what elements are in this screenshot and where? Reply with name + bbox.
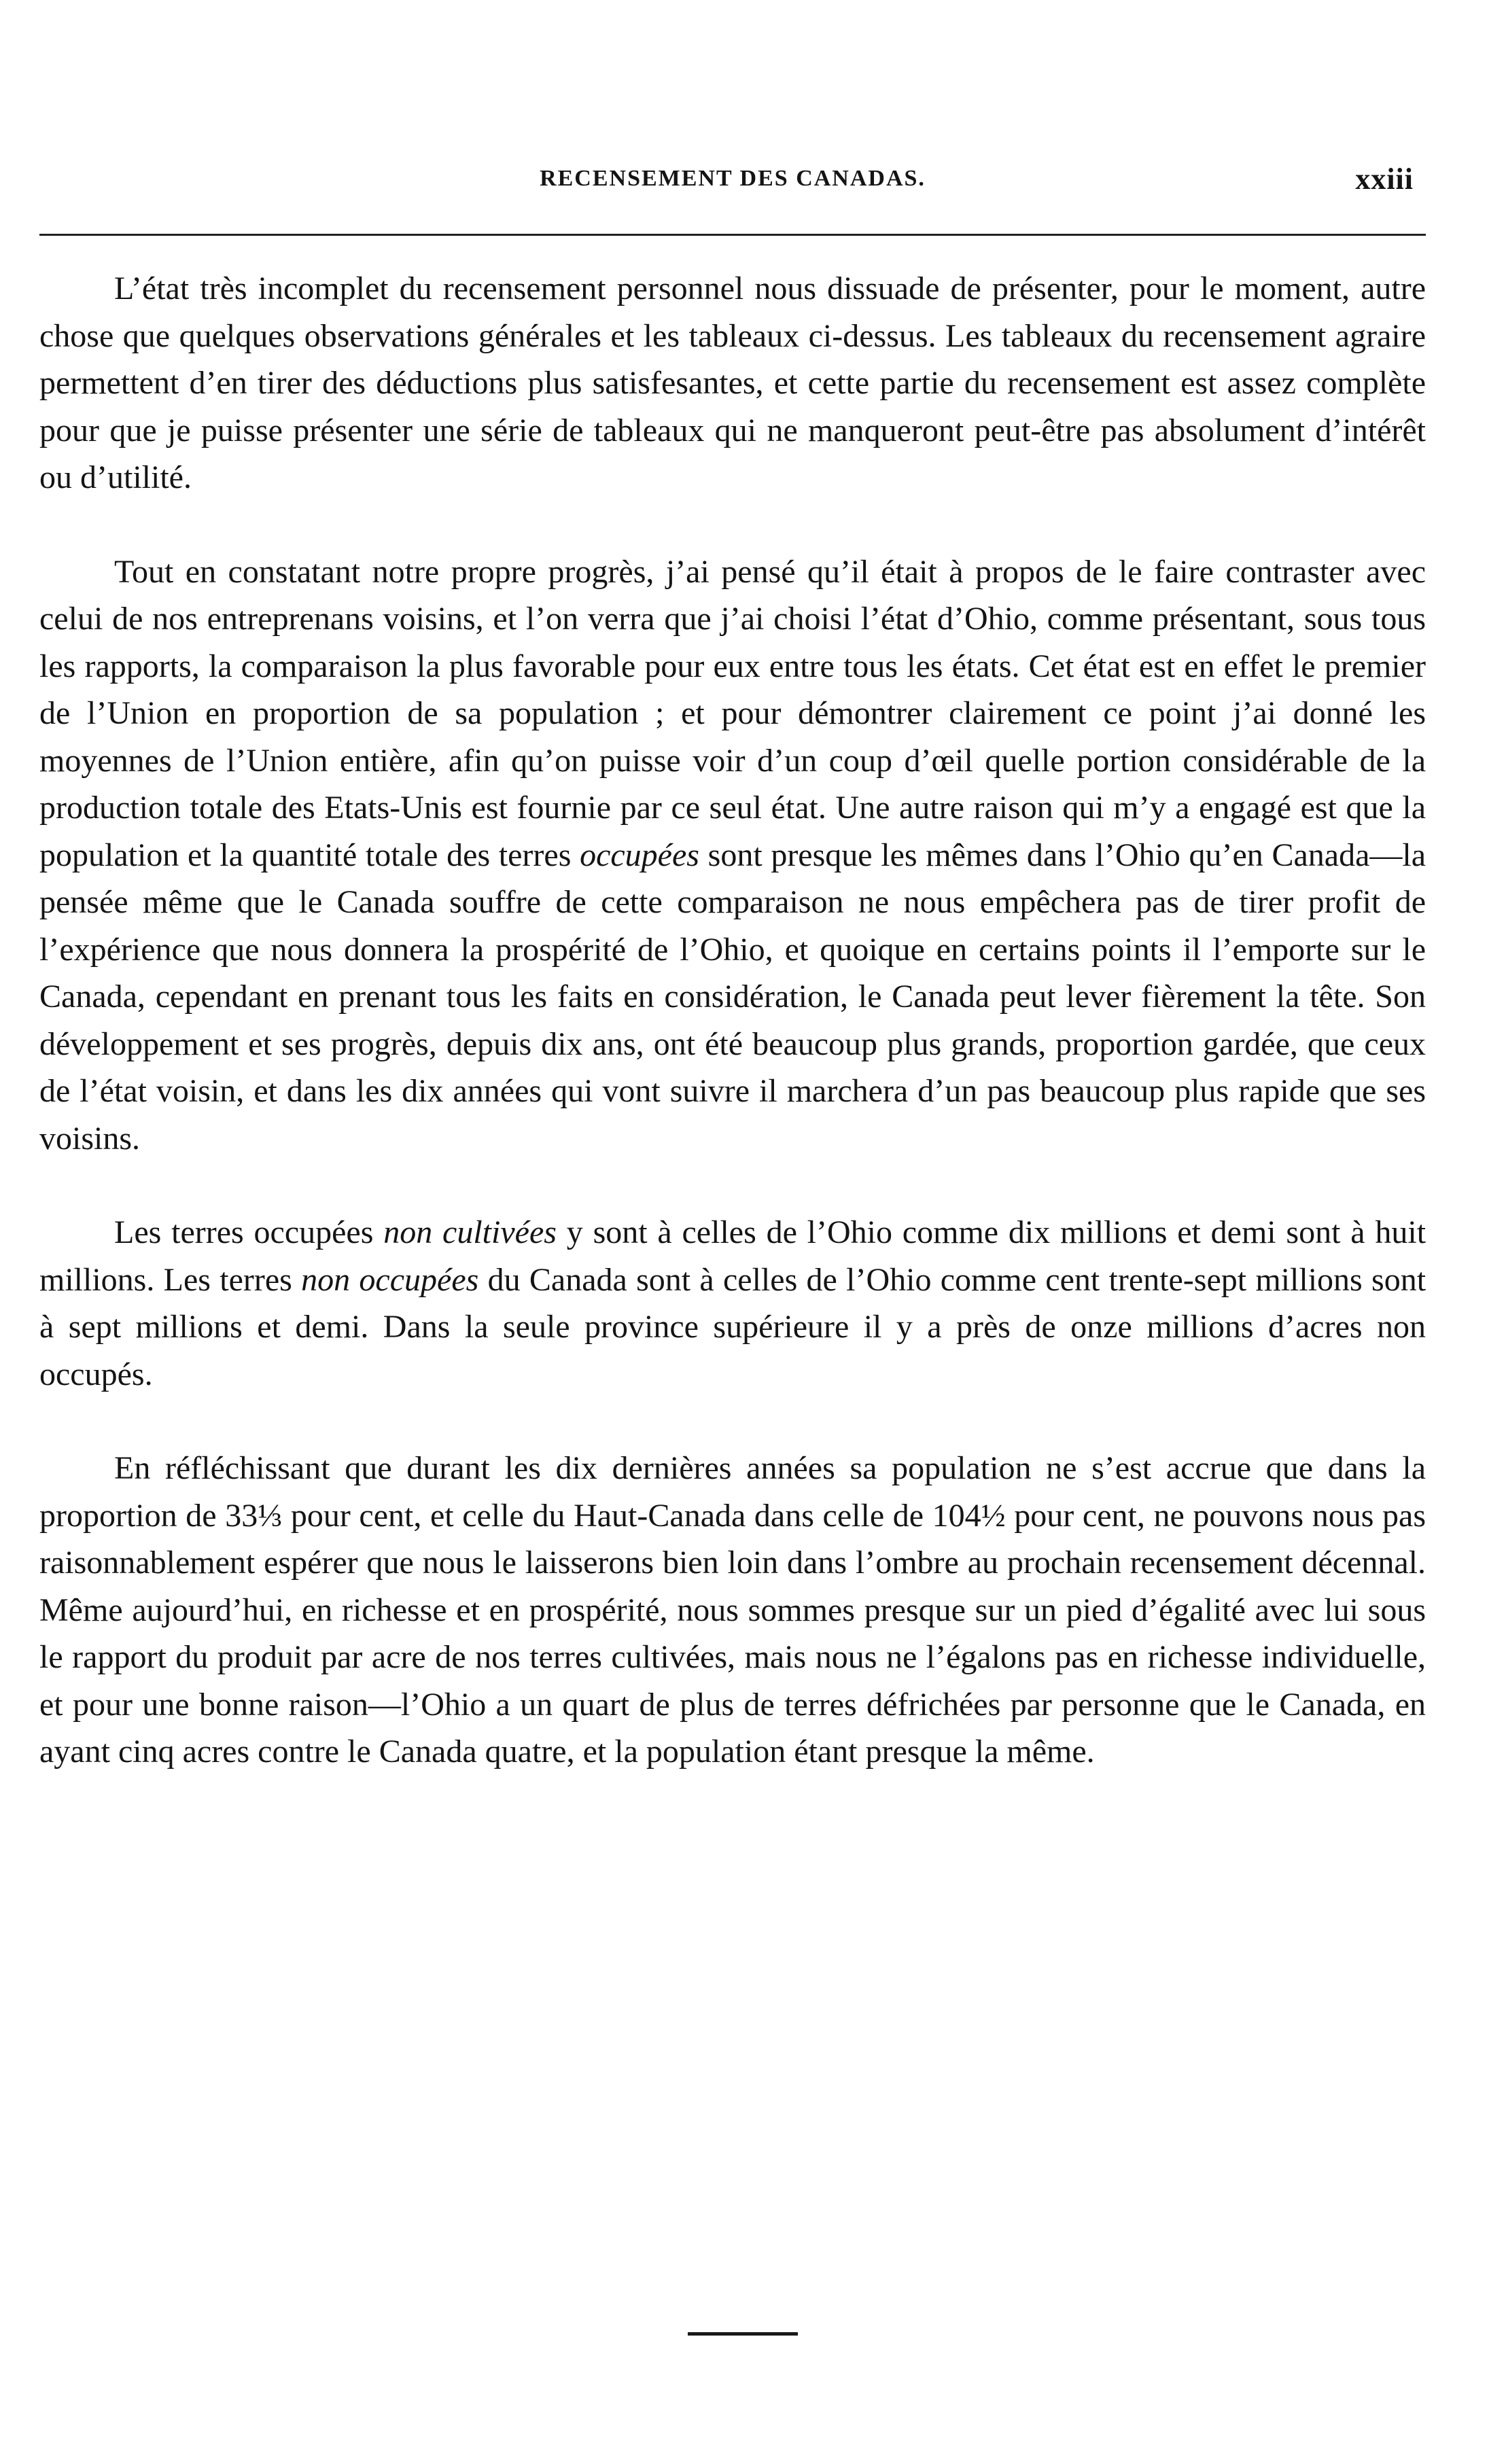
page-number: xxiii — [1355, 162, 1414, 196]
end-rule — [688, 2332, 798, 2336]
body-text — [39, 265, 1426, 1776]
paragraph-2-italic-a: occupées — [580, 837, 699, 873]
paragraph-2 — [39, 548, 1426, 1163]
paragraph-4 — [39, 1445, 1426, 1776]
paragraph-1-text: L’état très incomplet du recensement personnel nous dissuade de présenter, pour le moment, autre chose que quelques observations générales et les tableaux ci-dessus. Les tableaux du recensement agraire permettent d’en tirer des déductions plus satisfesantes, et cette partie du recensement est assez complète pour que je puisse présenter une série de tableaux qui ne manqueront peut-être pas absolument d’intérêt ou d’utilité. — [39, 270, 1426, 495]
paragraph-3-text-c: du Canada sont à celles de l’Ohio comme cent trente-sept millions sont à sept millions et demi. Dans la seule province supérieure il y a près de onze millions d’acres non occupés. — [39, 1261, 1426, 1392]
header-rule — [39, 234, 1426, 236]
running-head — [39, 162, 1426, 203]
paragraph-3-italic-b: non occupées — [301, 1261, 479, 1298]
paragraph-3-text-a: Les terres occupées — [114, 1214, 374, 1250]
running-title: RECENSEMENT DES CANADAS. — [540, 166, 926, 191]
paragraph-3 — [39, 1209, 1426, 1398]
paragraph-4-text: En réfléchissant que durant les dix dernières années sa population ne s’est accrue que dans la proportion de 33⅓ pour cent, et celle du Haut-Canada dans celle de 104½ pour cent, ne pouvons nous pas raisonnablement espérer que nous le laisserons bien loin dans l’ombre au prochain recensement décennal. Même aujourd’hui, en richesse et en prospérité, nous sommes presque sur un pied d’égalité avec lui sous le rapport du produit par acre de nos terres cultivées, mais nous ne l’égalons pas en richesse individuelle, et pour une bonne raison—l’Ohio a un quart de plus de terres défrichées par personne que le Canada, en ayant cinq acres contre le Canada quatre, et la population étant presque la même. — [39, 1450, 1426, 1770]
paragraph-2-text-a: Tout en constatant notre propre progrès, j’ai pensé qu’il était à propos de le faire contraster avec celui de nos entreprenans voisins, et l’on verra que j’ai choisi l’état d’Ohio, comme présentant, sous tous les rapports, la comparaison la plus favorable pour eux entre tous les états. Cet état est en effet le premier de l’Union en proportion de sa population ; et pour démontrer clairement ce point j’ai donné les moyennes de l’Union entière, afin qu’on puisse voir d’un coup d’œil quelle portion considérable de la production totale des Etats-Unis est fournie par ce seul état. Une autre raison qui m’y a engagé est que la population et la quantité totale des terres — [39, 553, 1426, 873]
paragraph-3-text-b: y sont à celles de l’Ohio comme dix millions et demi sont à huit millions. Les terres — [39, 1214, 1426, 1298]
paragraph-1 — [39, 265, 1426, 501]
paragraph-2-text-b: sont presque les mêmes dans l’Ohio qu’en Canada—la pensée même que le Canada souffre de cette comparaison ne nous empêchera pas de tirer profit de l’expérience que nous donnera la prospérité de l’Ohio, et quoique en certains points il l’emporte sur le Canada, cependant en prenant tous les faits en considération, le Canada peut lever fièrement la tête. Son développement et ses progrès, depuis dix ans, ont été beaucoup plus grands, proportion gardée, que ceux de l’état voisin, et dans les dix années qui vont suivre il marchera d’un pas beaucoup plus rapide que ses voisins. — [39, 837, 1426, 1157]
paragraph-3-italic-a: non cultivées — [383, 1214, 557, 1250]
